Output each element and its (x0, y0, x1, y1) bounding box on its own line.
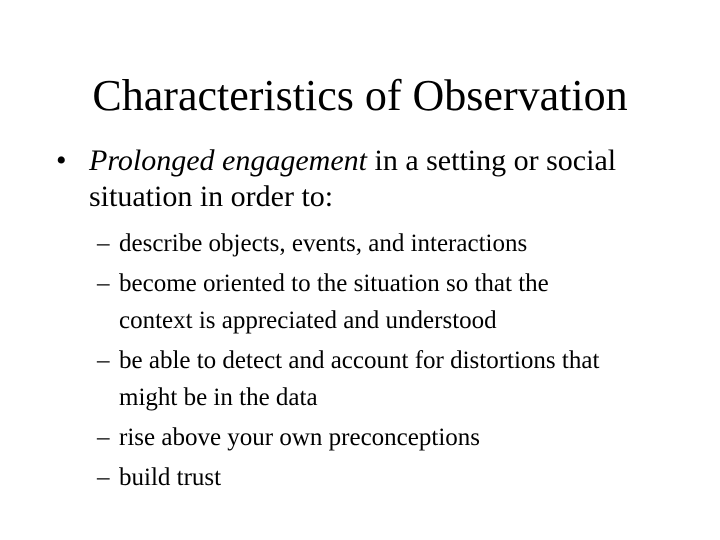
sub-bullet-list (97, 225, 697, 499)
sub-bullet-line: might be in the data (119, 384, 318, 411)
sub-bullet-line: be able to detect and account for distortions that (119, 347, 600, 374)
main-bullet-text (89, 143, 676, 215)
sub-bullet-line: context is appreciated and understood (119, 307, 497, 334)
dash-icon: – (97, 347, 110, 374)
dash-icon: – (97, 270, 110, 297)
bullet-dot-icon: • (56, 144, 67, 177)
dash-icon: – (97, 464, 110, 491)
main-bullet (56, 143, 676, 215)
main-bullet-line2: situation in order to: (89, 180, 334, 213)
sub-bullet-item (97, 225, 697, 262)
sub-bullet-item (97, 342, 697, 416)
sub-bullet-item (97, 265, 697, 339)
sub-bullet-line: rise above your own preconceptions (119, 424, 480, 451)
main-bullet-emphasis: Prolonged engagement (89, 144, 367, 177)
sub-bullet-line: become oriented to the situation so that the (119, 270, 549, 297)
sub-bullet-line: describe objects, events, and interactions (119, 230, 528, 257)
dash-icon: – (97, 230, 110, 257)
slide-title: Characteristics of Observation (92, 71, 628, 120)
sub-bullet-line: build trust (119, 464, 222, 491)
sub-bullet-item (97, 459, 697, 496)
main-bullet-rest: in a setting or social (366, 144, 617, 177)
dash-icon: – (97, 424, 110, 451)
sub-bullet-item (97, 419, 697, 456)
